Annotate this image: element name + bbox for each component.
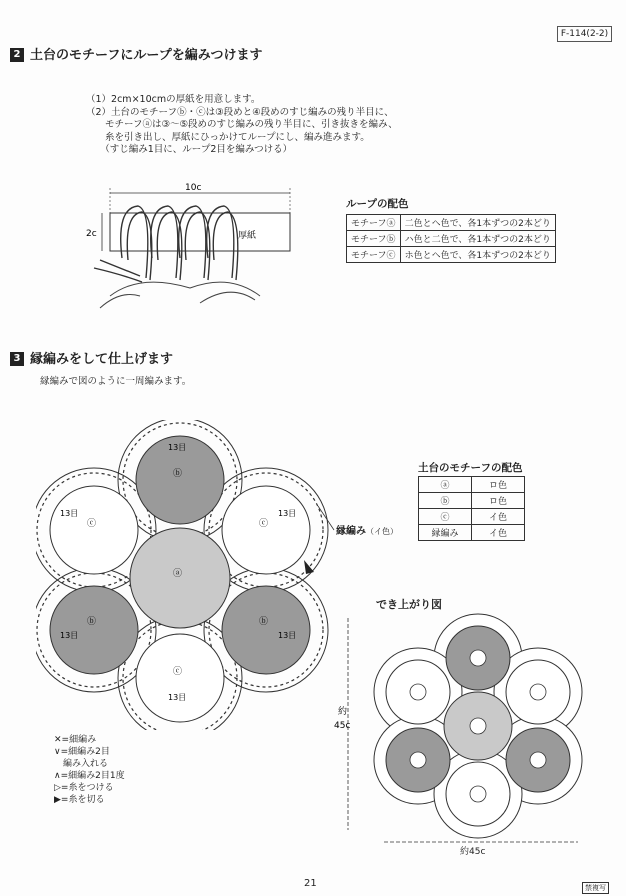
stitch-count-label: 13目 xyxy=(168,693,187,702)
section3-number: 3 xyxy=(10,352,24,366)
base-colors-title: 土台のモチーフの配色 xyxy=(418,462,523,474)
motif-cell: ⓒ xyxy=(419,509,472,525)
section2-title: 土台のモチーフにループを編みつけます xyxy=(30,48,263,63)
color-cell: ロ色 xyxy=(472,493,525,509)
width-label: 約45c xyxy=(460,847,486,857)
section2-number: 2 xyxy=(10,48,24,62)
page-number: 21 xyxy=(304,878,317,889)
desc-cell: ハ色と二色で、各1本ずつの2本どり xyxy=(400,231,555,247)
stitch-count-label: 13目 xyxy=(168,443,187,452)
table-row xyxy=(419,493,525,509)
motif-b-right xyxy=(222,586,310,674)
step-line: モチーフⓐは③〜⑤段めのすじ編みの残り半目に、引き抜きを編み、 xyxy=(86,119,398,130)
legend-item: ✕=細編み xyxy=(54,735,97,745)
color-cell: イ色 xyxy=(472,509,525,525)
motif-cell: モチーフⓒ xyxy=(347,247,401,263)
motif-label: ⓒ xyxy=(259,519,269,529)
motif-cell: ⓐ xyxy=(419,477,472,493)
width-label: 10c xyxy=(185,183,202,193)
table-row xyxy=(419,509,525,525)
motif-cell: モチーフⓑ xyxy=(347,231,401,247)
motif-label: ⓐ xyxy=(173,569,183,579)
stitch-legend xyxy=(54,734,125,806)
section3-desc: 縁編みで図のように一周編みます。 xyxy=(40,376,192,387)
motif-cell: モチーフⓐ xyxy=(347,215,401,231)
cut-yarn-marker xyxy=(304,560,314,574)
desc-cell: ホ色とヘ色で、各1本ずつの2本どり xyxy=(400,247,555,263)
edging-diagram xyxy=(36,420,336,730)
height-label: 2c xyxy=(86,229,97,239)
motif-label: ⓑ xyxy=(173,469,183,479)
height-label: 約 xyxy=(338,707,348,717)
edge-label xyxy=(336,522,398,537)
legend-item: ∧=細編み2目1度 xyxy=(54,771,125,781)
motif-cell: 縁編み xyxy=(419,525,472,541)
motif-c-right xyxy=(222,486,310,574)
motif-label: ⓑ xyxy=(87,617,97,627)
motif-label: ⓑ xyxy=(259,617,269,627)
motif-c-bottom xyxy=(136,634,224,722)
stitch-count-label: 13目 xyxy=(278,631,297,640)
table-row xyxy=(347,215,556,231)
step-line: （2）土台のモチーフⓑ・ⓒは③段めと④段めのすじ編みの残り半目に、 xyxy=(86,106,394,118)
stitch-count-label: 13目 xyxy=(60,509,79,518)
stitch-count-label: 13目 xyxy=(60,631,79,640)
table-row xyxy=(419,525,525,541)
copyright-stamp: 禁複写 xyxy=(582,882,609,894)
loop-colors-title: ループの配色 xyxy=(346,198,409,210)
loop-colors-table xyxy=(346,214,556,263)
step-line: （すじ編み1目に、ループ2目を編みつける） xyxy=(86,144,293,155)
cardboard-shape xyxy=(110,213,290,251)
edge-label-text: 縁編み xyxy=(336,526,366,537)
table-row xyxy=(347,247,556,263)
section3-title: 縁編みをして仕上げます xyxy=(30,352,174,367)
color-cell: ロ色 xyxy=(472,477,525,493)
section3-heading xyxy=(10,348,173,367)
color-cell: イ色 xyxy=(472,525,525,541)
pattern-code: F-114(2-2) xyxy=(557,26,612,42)
loop-figure xyxy=(80,178,310,313)
step-line: （1）2cm×10cmの厚紙を用意します。 xyxy=(86,94,261,105)
table-row xyxy=(347,231,556,247)
motif-label: ⓒ xyxy=(87,519,97,529)
desc-cell: 二色とヘ色で、各1本ずつの2本どり xyxy=(400,215,555,231)
motif-cell: ⓑ xyxy=(419,493,472,509)
section2-steps xyxy=(86,94,398,157)
section2-heading xyxy=(10,44,262,63)
finished-title: でき上がり図 xyxy=(376,598,442,611)
motif-label: ⓒ xyxy=(173,667,183,677)
legend-item: 編み入れる xyxy=(54,759,109,769)
finished-figure xyxy=(326,610,616,860)
legend-item: ▶=糸を切る xyxy=(54,795,105,805)
step-line: 糸を引き出し、厚紙にひっかけてループにし、編み進みます。 xyxy=(86,131,370,143)
stitch-count-label: 13目 xyxy=(278,509,297,518)
card-label: 厚紙 xyxy=(238,231,257,241)
legend-item: ∨=細編み2目 xyxy=(54,747,110,757)
height-label: 45c xyxy=(334,721,351,731)
motif-b-left xyxy=(50,586,138,674)
edge-color-text: （イ色） xyxy=(366,527,398,536)
table-row xyxy=(419,477,525,493)
legend-item: ▷=糸をつける xyxy=(54,783,114,793)
motif-c-left xyxy=(50,486,138,574)
base-colors-table xyxy=(418,476,525,541)
